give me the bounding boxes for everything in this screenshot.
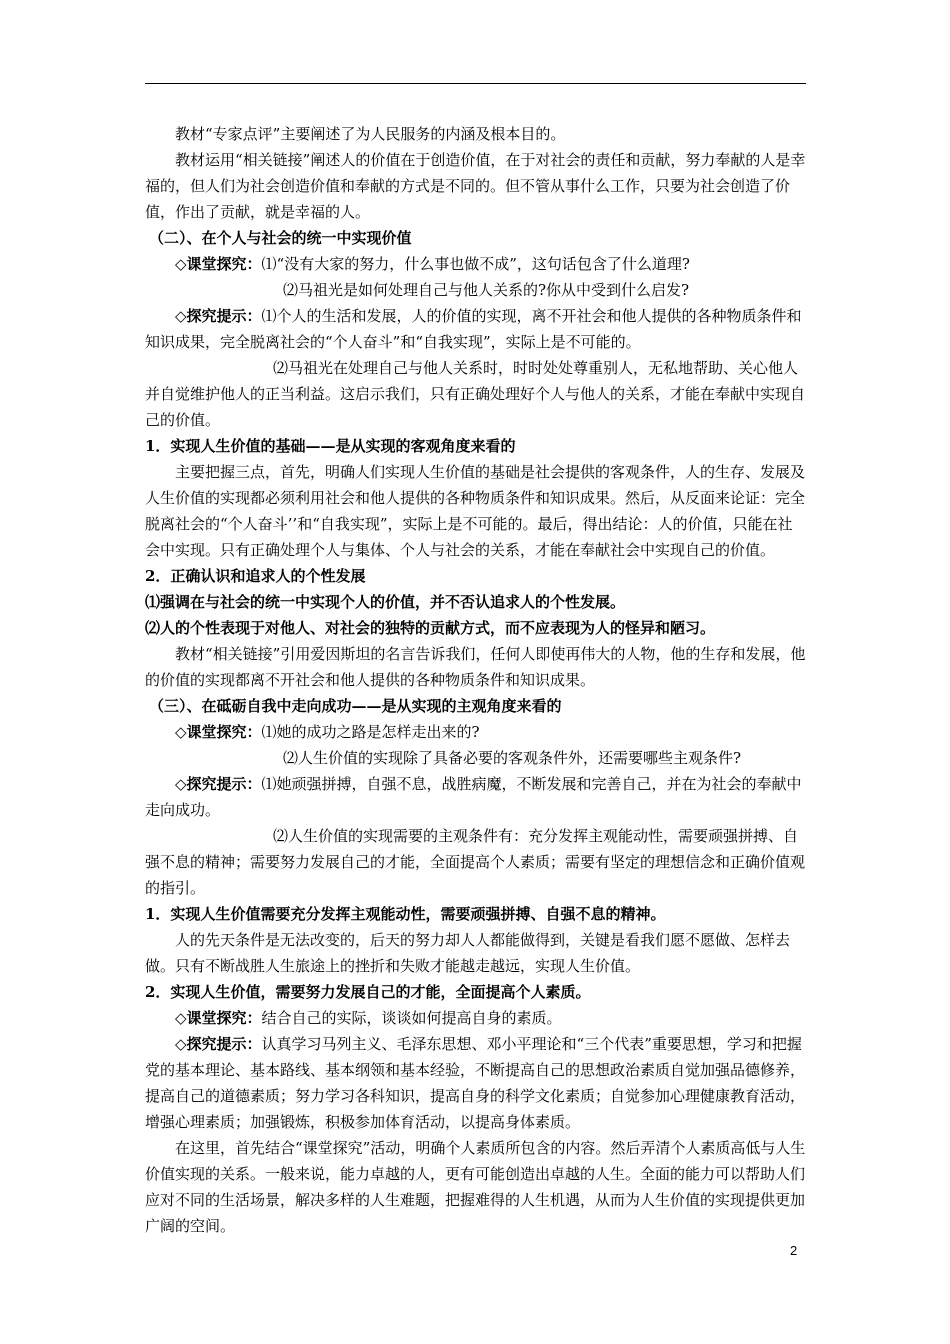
paragraph: 教材“专家点评”主要阐述了为人民服务的内涵及根本目的。 xyxy=(175,125,566,143)
hint-label: ◇探究提示： xyxy=(175,307,262,325)
paragraph: 教材运用“相关链接”阐述人的价值在于创造价值，在于对社会的责任和贡献，努力奉献的人是幸福的，但人们为社会创造价值和奉献的方式是不同的。但不管从事什么工作，只要为社会创造了价值，作出了贡献，就是幸福的人。 xyxy=(145,151,806,221)
inquiry-text: ⑴“没有大家的努力，什么事也做不成”，这句话包含了什么道理? xyxy=(261,255,690,273)
hint-paragraph xyxy=(145,1031,806,1135)
inquiry-label: ◇课堂探究： xyxy=(175,255,262,273)
hint-paragraph: ⑵马祖光在处理自己与他人关系时，时时处处尊重别人，无私地帮助、关心他人并自觉维护他人的正当利益。这启示我们，只有正确处理好个人与他人的关系，才能在奉献中实现自己的价值。 xyxy=(145,359,806,429)
hint-label: ◇探究提示： xyxy=(175,1035,262,1053)
paragraph: 人的先天条件是无法改变的，后天的努力却人人都能做得到，关键是看我们愿不愿做、怎样去做。只有不断战胜人生旅途上的挫折和失败才能越走越远，实现人生价值。 xyxy=(145,931,791,975)
hint-paragraph: ⑵人生价值的实现需要的主观条件有：充分发挥主观能动性，需要顽强拼搏、自强不息的精神；需要努力发展自己的才能，全面提高个人素质；需要有坚定的理想信念和正确价值观的指引。 xyxy=(145,827,806,897)
header-rule xyxy=(145,83,806,84)
point-heading: ⑵人的个性表现于对他人、对社会的独特的贡献方式，而不应表现为人的怪异和陋习。 xyxy=(145,619,716,637)
inquiry-question xyxy=(145,251,806,277)
section-heading: （三）、在砥砺自我中走向成功——是从实现的主观角度来看的 xyxy=(149,697,562,715)
subsection-heading: 1．实现人生价值的基础——是从实现的客观角度来看的 xyxy=(145,437,516,455)
inquiry-label: ◇课堂探究： xyxy=(175,723,262,741)
inquiry-question xyxy=(145,1005,806,1031)
hint-paragraph xyxy=(145,771,806,823)
paragraph: 在这里，首先结合“课堂探究”活动，明确个人素质所包含的内容。然后弄清个人素质高低与人生价值实现的关系。一般来说，能力卓越的人，更有可能创造出卓越的人生。全面的能力可以帮助人们应对不同的生活场景，解决多样的人生难题，把握难得的人生机遇，从而为人生价值的实现提供更加广阔的空间。 xyxy=(145,1139,806,1235)
inquiry-question xyxy=(145,719,806,745)
paragraph: 教材“相关链接”引用爱因斯坦的名言告诉我们，任何人即使再伟大的人物，他的生存和发展，他的价值的实现都离不开社会和他人提供的各种物质条件和知识成果。 xyxy=(145,645,806,689)
page-number: 2 xyxy=(790,1243,798,1258)
document-body xyxy=(145,121,806,1239)
section-heading: （二）、在个人与社会的统一中实现价值 xyxy=(149,229,412,247)
subsection-heading: 2．正确认识和追求人的个性发展 xyxy=(145,567,366,585)
inquiry-label: ◇课堂探究： xyxy=(175,1009,262,1027)
hint-label: ◇探究提示： xyxy=(175,775,262,793)
inquiry-question: ⑵马祖光是如何处理自己与他人关系的?你从中受到什么启发? xyxy=(283,281,690,299)
hint-text: ⑴个人的生活和发展，人的价值的实现，离不开社会和他人提供的各种物质条件和知识成果，完全脱离社会的“个人奋斗”和“自我实现”，实际上是不可能的。 xyxy=(145,307,802,351)
hint-text: 认真学习马列主义、毛泽东思想、邓小平理论和“三个代表”重要思想，学习和把握党的基本理论、基本路线、基本纲领和基本经验，不断提高自己的思想政治素质自觉加强品德修养，提高自己的道德素质；努力学习各科知识，提高自身的科学文化素质；自觉参加心理健康教育活动，增强心理素质；加强锻炼，积极参加体育活动，以提高身体素质。 xyxy=(145,1035,806,1131)
inquiry-question: ⑵人生价值的实现除了具备必要的客观条件外，还需要哪些主观条件? xyxy=(283,749,742,767)
subsection-heading: 2．实现人生价值，需要努力发展自己的才能，全面提高个人素质。 xyxy=(145,983,591,1001)
inquiry-text: ⑴她的成功之路是怎样走出来的? xyxy=(261,723,480,741)
inquiry-text: 结合自己的实际，谈谈如何提高自身的素质。 xyxy=(261,1009,562,1027)
hint-text: ⑴她顽强拼搏，自强不息，战胜病魔，不断发展和完善自己，并在为社会的奉献中走向成功。 xyxy=(145,775,802,819)
subsection-heading: 1．实现人生价值需要充分发挥主观能动性，需要顽强拼搏、自强不息的精神。 xyxy=(145,905,666,923)
point-heading: ⑴强调在与社会的统一中实现个人的价值，并不否认追求人的个性发展。 xyxy=(145,593,626,611)
paragraph: 主要把握三点，首先，明确人们实现人生价值的基础是社会提供的客观条件，人的生存、发展及人生价值的实现都必须利用社会和他人提供的各种物质条件和知识成果。然后，从反面来论证：完全脱离社会的“个人奋斗’’和“自我实现”，实际上是不可能的。最后，得出结论：人的价值，只能在社会中实现。只有正确处理个人与集体、个人与社会的关系，才能在奉献社会中实现自己的价值。 xyxy=(145,463,806,559)
hint-paragraph xyxy=(145,303,806,355)
